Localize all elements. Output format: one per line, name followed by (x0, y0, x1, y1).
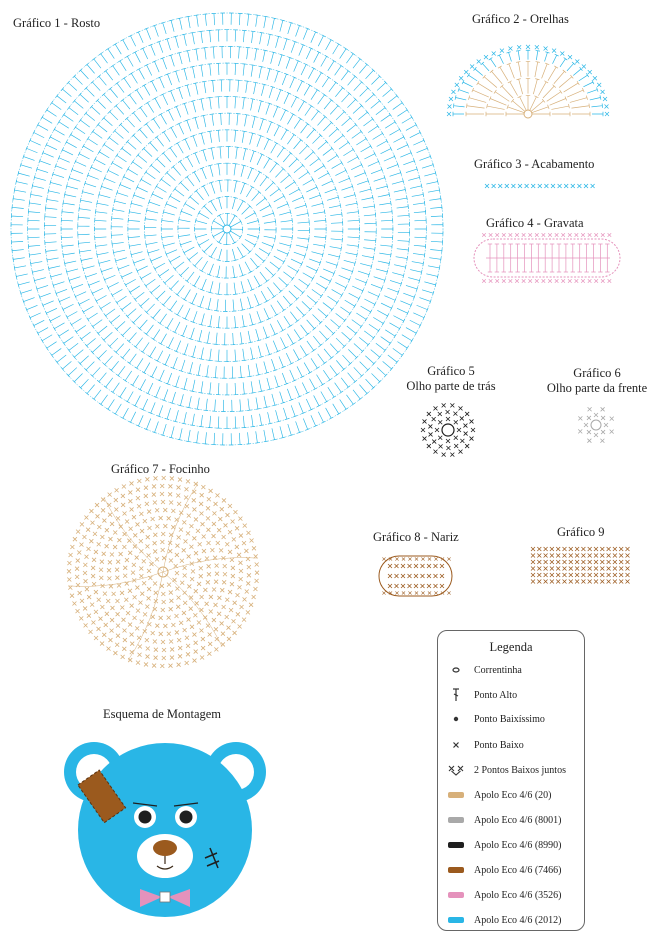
legend-label: Ponto Baixíssimo (474, 713, 545, 725)
chart-7-title: Gráfico 7 - Focinho (111, 462, 210, 476)
legend-item (446, 813, 562, 827)
chart-2-title: Gráfico 2 - Orelhas (472, 12, 569, 26)
legend-title: Legenda (489, 640, 533, 654)
legend-label: Apolo Eco 4/6 (7466) (474, 864, 562, 876)
legend-label: Ponto Alto (474, 689, 518, 701)
legend-label: Correntinha (474, 664, 522, 676)
legend-label: Apolo Eco 4/6 (8990) (474, 839, 562, 851)
legend-item (446, 763, 566, 777)
chart-6-title-line2: Olho parte da frente (546, 381, 648, 395)
chart-7-stitches (67, 476, 259, 668)
chart-4-stitches (474, 233, 620, 283)
legend-item (446, 863, 562, 877)
chart-6-stitches (578, 407, 614, 443)
chart-5-stitches (421, 403, 475, 456)
legend-item (446, 738, 524, 752)
double-crochet-icon (446, 688, 466, 702)
legend-item (446, 663, 522, 677)
chart-3-title: Gráfico 3 - Acabamento (474, 157, 595, 171)
assembly-title: Esquema de Montagem (103, 707, 222, 721)
chart-1-title: Gráfico 1 - Rosto (13, 16, 101, 30)
chain-stitch-icon (446, 665, 466, 675)
single-crochet-icon (446, 740, 466, 750)
legend-label: Ponto Baixo (474, 739, 524, 751)
color-swatch-icon (446, 867, 466, 873)
legend-item (446, 838, 562, 852)
color-swatch (448, 892, 464, 898)
sc2tog-icon (446, 764, 466, 776)
chart-3-stitches (485, 184, 595, 188)
legend-item (446, 888, 562, 902)
color-swatch-icon (446, 842, 466, 848)
chart-9-title: Gráfico 9 (557, 525, 605, 539)
chart-8-stitches (379, 556, 452, 596)
chart-6-title-line1: Gráfico 6 (573, 366, 621, 380)
legend-label: Apolo Eco 4/6 (20) (474, 789, 552, 801)
color-swatch (448, 817, 464, 823)
color-swatch-icon (446, 817, 466, 823)
legend-item (446, 788, 552, 802)
chart-4-title: Gráfico 4 - Gravata (486, 216, 584, 230)
chart-9-stitches (531, 547, 630, 584)
color-swatch-icon (446, 892, 466, 898)
legend-box (437, 630, 585, 931)
legend-label: 2 Pontos Baixos juntos (474, 764, 566, 776)
chart-2-stitches (447, 45, 609, 118)
chart-5-title-line1: Gráfico 5 (427, 364, 475, 378)
color-swatch (448, 842, 464, 848)
chart-5-title-line2: Olho parte de trás (406, 379, 496, 393)
legend-label: Apolo Eco 4/6 (3526) (474, 889, 562, 901)
color-swatch (448, 792, 464, 798)
legend-label: Apolo Eco 4/6 (8001) (474, 814, 562, 826)
assembly-bear (64, 742, 266, 917)
bear-head (78, 743, 252, 917)
legend-item (446, 712, 545, 726)
color-swatch-icon (446, 917, 466, 923)
chart-1-stitches (11, 13, 443, 445)
color-swatch-icon (446, 792, 466, 798)
legend-item (446, 913, 562, 927)
bear-nose (153, 840, 177, 856)
slip-stitch-icon (446, 714, 466, 724)
color-swatch (448, 917, 464, 923)
legend-label: Apolo Eco 4/6 (2012) (474, 914, 562, 926)
color-swatch (448, 867, 464, 873)
chart-8-title: Gráfico 8 - Nariz (373, 530, 459, 544)
legend-item (446, 688, 517, 702)
